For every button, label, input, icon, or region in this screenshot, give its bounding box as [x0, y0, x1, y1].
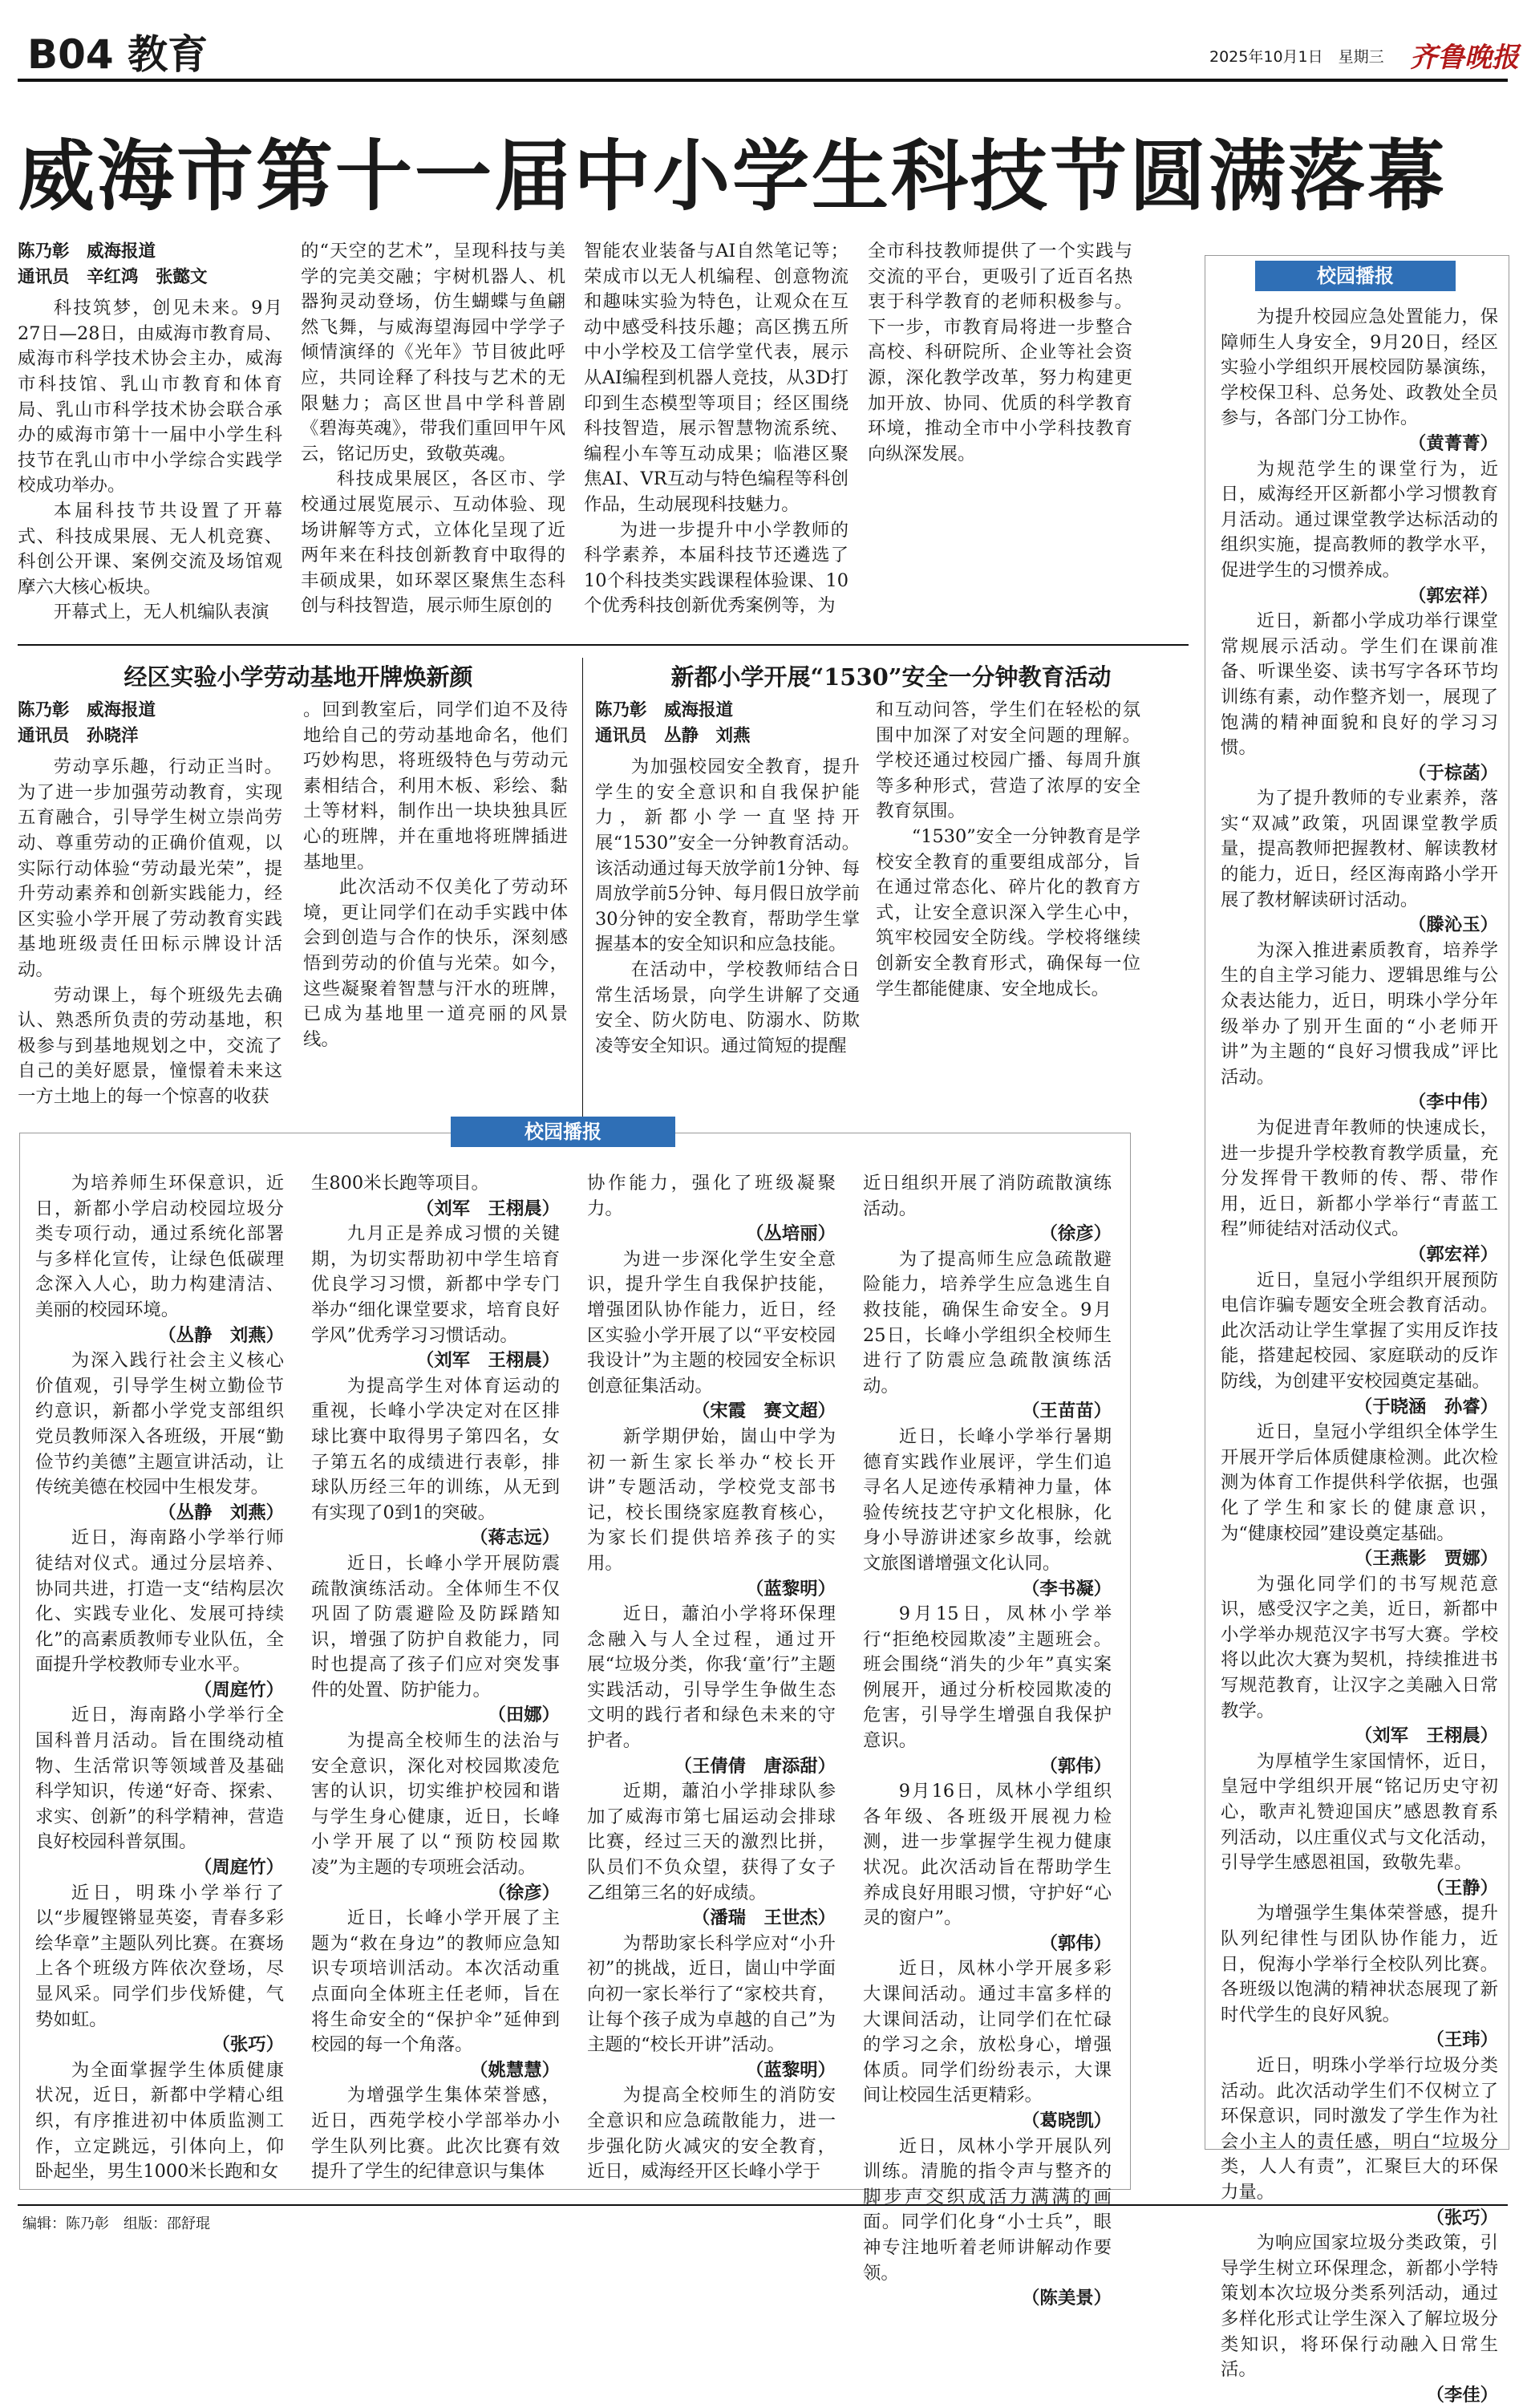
author-signature: （陈美景） — [1022, 2288, 1112, 2309]
paragraph: 近日，凤林小学开展多彩大课间活动。通过丰富多样的大课间活动，让同学们在忙碌的学习之余，放松身心，增强体质。同学们纷纷表示，大课间让校园生活更精彩。 — [863, 1958, 1112, 2106]
paragraph: 为规范学生的课堂行为，近日，威海经开区新都小学习惯教育月活动。通过课堂教学达标活动的组织实施，提高教师的教学水平，促进学生的习惯养成。 — [1221, 458, 1498, 581]
paragraph: 为深入践行社会主义核心价值观，引导学生树立勤俭节约意识，新都小学党支部组织党员教师深入各班级，开展“勤俭节约美德”主题宣讲活动，让传统美德在校园中生根发芽。 — [35, 1350, 284, 1498]
paragraph: “1530”安全一分钟教育是学校安全教育的重要组成部分，旨在通过常态化、碎片化的教育方式，让安全意识深入学生心中，筑牢校园安全防线。学校将继续创新安全教育形式，确保每一位学生都能健康、安全地成长。 — [876, 825, 1140, 999]
author-signature: （丛培丽） — [746, 1223, 836, 1245]
paragraph: 为进一步深化学生安全意识，提升学生自我保护技能，增强团队协作能力，近日，经区实验小学开展了以“平安校园我设计”为主题的校园安全标识创意征集活动。 — [587, 1248, 836, 1397]
paragraph: 为帮助家长科学应对“小升初”的挑战，近日，崮山中学面向初一家长举行了“家校共育，让每个孩子成为卓越的自己”为主题的“校长开讲”活动。 — [587, 1932, 836, 2056]
paragraph: 在活动中，学校教师结合日常生活场景，向学生讲解了交通安全、防火防电、防溺水、防欺凌等安全知识。通过简短的提醒 — [595, 959, 860, 1056]
byline — [595, 698, 860, 748]
header-rule — [18, 79, 1508, 82]
paragraph: 劳动享乐趣，行动正当时。为了进一步加强劳动教育，实现五育融合，引导学生树立崇尚劳动、尊重劳动的正确价值观，以实际行动体验“劳动最光荣”，提升劳动素养和创新实践能力，经区实验小学开展了劳动教育实践基地班级责任田标示牌设计活动。 — [18, 756, 282, 980]
paragraph: 此次活动不仅美化了劳动环境，更让同学们在动手实践中体会到创造与合作的快乐，深刻感悟到劳动的价值与光荣。如今，这些凝聚着智慧与汗水的班牌，已成为基地里一道亮丽的风景线。 — [303, 877, 568, 1050]
paragraph: 科技成果展区，各区市、学校通过展览展示、互动体验、现场讲解等方式，立体化呈现了近两年来在科技创新教育中取得的丰硕成果，如环翠区聚焦生态科创与科技智造，展示师生原创的 — [301, 468, 565, 617]
author-signature: （李佳） — [1426, 2384, 1498, 2406]
paper-name: 齐鲁晚报 — [1410, 42, 1519, 74]
author-signature: （滕沁玉） — [1408, 914, 1498, 936]
paragraph: 智能农业装备与AI自然笔记等；荣成市以无人机编程、创意物流和趣味实验为特色，让观众在互动中感受科技乐趣；高区携五所中小学校及工信学堂代表，展示从AI编程到机器人竞技，从3D打印到生态模型等项目；经区围绕科技智造，展示智慧物流系统、编程小车等互动成果；临港区聚焦AI、VR互动与特色编程等科创作品，生动展现科技魅力。 — [584, 241, 849, 515]
author-signature: （徐彦） — [1039, 1223, 1112, 1245]
paragraph: 近日组织开展了消防疏散演练活动。 — [863, 1173, 1112, 1219]
text-column — [595, 698, 860, 1075]
text-column — [584, 239, 849, 640]
section-label: B04 教育 — [27, 31, 209, 78]
author-signature: （蓝黎明） — [746, 1578, 836, 1599]
paragraph: 为提高全校师生的法治与安全意识，深化对校园欺凌危害的认识，切实维护校园和谐与学生身心健康，近日，长峰小学开展了以“预防校园欺凌”为主题的专项班会活动。 — [311, 1730, 560, 1879]
author-signature: （蓝黎明） — [746, 2059, 836, 2081]
byline — [18, 239, 282, 290]
paragraph: 为响应国家垃圾分类政策，引导学生树立环保理念，新都小学特策划本次垃圾分类系列活动，通过多样化形式让学生深入了解垃圾分类知识，将环保行动融入日常生活。 — [1221, 2232, 1498, 2381]
paragraph: 近日，明珠小学举行了以“步履铿锵显英姿，青春多彩绘华章”主题队列比赛。在赛场上各个班级方阵依次登场，尽显风采。同学们步伐矫健，气势如虹。 — [35, 1882, 284, 2030]
author-signature: （徐彦） — [488, 1882, 560, 1903]
byline-line: 通讯员 辛红鸿 张懿文 — [18, 266, 208, 287]
paragraph: 为强化同学们的书写规范意识，感受汉字之美，近日，新都中小学举办规范汉字书写大赛。学校将以此次大赛为契机，持续推进书写规范教育，让汉字之美融入日常教学。 — [1221, 1573, 1498, 1721]
text-column — [1221, 305, 1498, 2406]
paragraph: 近日，皇冠小学组织开展预防电信诈骗专题安全班会教育活动。此次活动让学生掌握了实用反诈技能，搭建起校园、家庭联动的反诈防线，为创建平安校园奠定基础。 — [1221, 1269, 1498, 1392]
author-signature: （王玮） — [1426, 2029, 1498, 2051]
byline-line: 陈乃彰 威海报道 — [595, 700, 734, 720]
paragraph: 为提升校园应急处置能力，保障师生人身安全，9月20日，经区实验小学组织开展校园防暴演练，学校保卫科、总务处、政教处全员参与，各部门分工协作。 — [1221, 306, 1498, 429]
paragraph: 新学期伊始，崮山中学为初一新生家长举办“校长开讲”专题活动，学校党支部书记，校长围绕家庭教育核心，为家长们提供培养孩子的实用。 — [587, 1425, 836, 1574]
author-signature: （田娜） — [488, 1705, 560, 1726]
paragraph: 为培养师生环保意识，近日，新都小学启动校园垃圾分类专项行动，通过系统化部署与多样化宣传，让绿色低碳理念深入人心，助力构建清洁、美丽的校园环境。 — [35, 1173, 284, 1320]
text-column — [311, 1171, 560, 2183]
paragraph: 为促进青年教师的快速成长，进一步提升学校教育教学质量，充分发挥骨干教师的传、帮、带作用，近日，新都小学举行“青蓝工程”师徒结对活动仪式。 — [1221, 1117, 1498, 1240]
paragraph: 九月正是养成习惯的关键期，为切实帮助初中学生培育优良学习习惯，新都中学专门举办“细化课堂要求，培育良好学风”优秀学习习惯话动。 — [311, 1223, 560, 1346]
author-signature: （王苗苗） — [1022, 1401, 1112, 1422]
paragraph: 生800米长跑等项目。 — [311, 1173, 489, 1194]
paragraph: 近日，长峰小学开展了主题为“救在身边”的教师应急知识专项培训活动。本次活动重点面向全体班主任老师，旨在将生命安全的“保护伞”延伸到校园的每一个角落。 — [311, 1907, 560, 2056]
author-signature: （刘军 王栩晨） — [415, 1198, 560, 1219]
author-signature: （王静） — [1426, 1877, 1498, 1899]
author-signature: （周庭竹） — [194, 1857, 284, 1879]
author-signature: （蒋志远） — [470, 1527, 560, 1549]
paragraph: 近期，蕭泊小学排球队参加了威海市第七届运动会排球比赛，经过三天的激烈比拼，队员们不负众望，获得了女子乙组第三名的好成绩。 — [587, 1781, 836, 1903]
divider — [582, 658, 583, 1119]
paragraph: 近日，明珠小学举行垃圾分类活动。此次活动学生们不仅树立了环保意识，同时激发了学生作为社会小主人的责任感，明白“垃圾分类，人人有责”，汇聚巨大的环保力量。 — [1221, 2054, 1498, 2203]
paragraph: 近日，长峰小学举行暑期德育实践作业展评，学生们追寻名人足迹传承精神力量，体验传统技艺守护文化根脉，化身小导游讲述家乡故事，绘就文旅图谱增强文化认同。 — [863, 1425, 1112, 1574]
article2-title: 经区实验小学劳动基地开牌焕新颜 — [124, 663, 473, 691]
paragraph: 为加强校园安全教育，提升学生的安全意识和自我保护能力，新都小学一直坚持开展“1530”安全一分钟教育活动。该活动通过每天放学前1分钟、每周放学前5分钟、每月假日放学前30分钟的安全教育，帮助学生掌握基本的安全知识和应急技能。 — [595, 756, 860, 955]
author-signature: （张巧） — [1426, 2207, 1498, 2228]
author-signature: （周庭竹） — [194, 1679, 284, 1701]
author-signature: （丛静 刘燕） — [158, 1502, 284, 1523]
text-column — [876, 698, 1140, 1075]
paragraph: 为增强学生集体荣誉感，近日，西苑学校小学部举办小学生队列比赛。此次比赛有效提升了学生的纪律意识与集体 — [311, 2085, 560, 2183]
paragraph: 全市科技教师提供了一个实践与交流的平台，更吸引了近百名热衷于科学教育的老师积极参与。下一步，市教育局将进一步整合高校、科研院所、企业等社会资源，深化教学改革，努力构建更加开放、协同、优质的科学教育环境，推动全市中小学科技教育向纵深发展。 — [868, 241, 1132, 464]
byline — [18, 698, 282, 748]
author-signature: （李书凝） — [1022, 1578, 1112, 1599]
byline-line: 陈乃彰 威海报道 — [18, 241, 156, 261]
paragraph: 和互动问答，学生们在轻松的氛围中加深了对安全问题的理解。学校还通过校园广播、每周升旗等多种形式，营造了浓厚的安全教育氛围。 — [876, 699, 1140, 822]
footer-credits: 编辑：陈乃彰 组版：邵舒琨 — [22, 2215, 210, 2232]
author-signature: （黄菁菁） — [1408, 432, 1498, 454]
paragraph: 协作能力，强化了班级凝聚力。 — [587, 1173, 836, 1219]
paragraph: 9月16日，凤林小学组织各年级、各班级开展视力检测，进一步掌握学生视力健康状况。此次活动旨在帮助学生养成良好用眼习惯，守护好“心灵的窗户”。 — [863, 1781, 1112, 1929]
author-signature: （丛静 刘燕） — [158, 1324, 284, 1346]
author-signature: （王倩倩 唐添甜） — [674, 1755, 836, 1777]
issue-date: 2025年10月1日 星期三 — [1209, 48, 1384, 66]
divider — [18, 644, 1189, 646]
author-signature: （刘军 王栩晨） — [1354, 1725, 1498, 1747]
paragraph: 为增强学生集体荣誉感，提升队列纪律性与团队协作能力，近日，倪海小学举行全校队列比赛。各班级以饱满的精神状态展现了新时代学生的良好风貌。 — [1221, 1903, 1498, 2025]
paragraph: 为全面掌握学生体质健康状况，近日，新都中学精心组织，有序推进初中体质监测工作，立定跳远，引体向上，仰卧起坐，男生1000米长跑和女 — [35, 2059, 284, 2183]
paragraph: 近日，凤林小学开展队列训练。清脆的指令声与整齐的脚步声交织成活力满满的画面。同学们化身“小士兵”，眼神专注地听着老师讲解动作要领。 — [863, 2135, 1112, 2284]
paragraph: 为了提高师生应急疏散避险能力，培养学生应急逃生自救技能，确保生命安全。9月25日，长峰小学组织全校师生进行了防震应急疏散演练活动。 — [863, 1248, 1112, 1397]
text-column — [18, 239, 282, 640]
author-signature: （王燕影 贾娜） — [1354, 1548, 1498, 1570]
paragraph: 近日，皇冠小学组织全体学生开展开学后体质健康检测。此次检测为体育工作提供科学依据，也强化了学生和家长的健康意识，为“健康校园”建设奠定基础。 — [1221, 1421, 1498, 1544]
author-signature: （张巧） — [212, 2034, 284, 2056]
text-column — [303, 698, 568, 1119]
paragraph: 。回到教室后，同学们迫不及待地给自己的劳动基地命名，他们巧妙构思，将班级特色与劳动元素相结合，利用木板、彩绘、黏土等材料，制作出一块块独具匠心的班牌，并在重地将班牌插进基地里。 — [303, 699, 568, 873]
author-signature: （李中伟） — [1408, 1092, 1498, 1113]
text-column — [301, 239, 565, 640]
text-column — [587, 1171, 836, 2183]
paragraph: 近日，海南路小学举行全国科普月活动。旨在围绕动植物、生活常识等领域普及基础科学知识，传递“好奇、探索、求实、创新”的科学精神，营造良好校园科普氛围。 — [35, 1705, 284, 1853]
paragraph: 劳动课上，每个班级先去确认、熟悉所负责的劳动基地，积极参与到基地规划之中，交流了自己的美好愿景，憧憬着未来这一方土地上的每一个惊喜的收获 — [18, 984, 282, 1107]
author-signature: （宋霞 赛文超） — [691, 1401, 836, 1422]
headline: 威海市第十一届中小学生科技节圆满落幕 — [18, 131, 1447, 221]
paragraph: 近日，蕭泊小学将环保理念融入与人全过程，通过开展“垃圾分类，你我‘童’行”主题实践活动，引导学生争做生态文明的践行者和绿色未来的守护者。 — [587, 1603, 836, 1752]
byline-line: 陈乃彰 威海报道 — [18, 700, 156, 720]
paragraph: 科技筑梦，创见未来。9月27日—28日，由威海市教育局、威海市科学技术协会主办，威海市科技馆、乳山市教育和体育局、乳山市科学技术协会联合承办的威海市第十一届中小学生科技节在乳山市中小学综合实践学校成功举办。 — [18, 298, 282, 497]
paragraph: 近日，长峰小学开展防震疏散演练活动。全体师生不仅巩固了防震避险及防踩踏知识，增强了防护自救能力，同时也提高了孩子们应对突发事件的处置、防护能力。 — [311, 1552, 560, 1701]
paragraph: 本届科技节共设置了开幕式、科技成果展、无人机竞赛、科创公开课、案例交流及场馆观摩六大核心板块。 — [18, 500, 282, 598]
author-signature: （郭宏祥） — [1408, 1243, 1498, 1265]
author-signature: （于晓涵 孙睿） — [1354, 1396, 1498, 1417]
author-signature: （潘瑞 王世杰） — [691, 1907, 836, 1929]
paragraph: 为厚植学生家国情怀，近日，皇冠中学组织开展“铭记历史守初心，歌声礼赞迎国庆”感恩教育系列活动，以庄重仪式与文化活动，引导学生感恩祖国，致敬先辈。 — [1221, 1750, 1498, 1874]
author-signature: （刘军 王栩晨） — [415, 1350, 560, 1372]
byline-line: 通讯员 丛静 刘燕 — [595, 725, 751, 746]
text-column — [35, 1171, 284, 2183]
paragraph: 近日，海南路小学举行师徒结对仪式。通过分层培养、协同共进，打造一支“结构层次化、实践专业化、发展可持续化”的高素质教师专业队伍，全面提升学校教师专业水平。 — [35, 1527, 284, 1676]
paragraph: 的“天空的艺术”，呈现科技与美学的完美交融；宇树机器人、机器狗灵动登场，仿生蝴蝶与鱼翩然飞舞，与威海望海园中学学子倾情演绎的《光年》节目彼此呼应，共同诠释了科技与艺术的无限魅力；高区世昌中学科普剧《碧海英魂》，带我们重回甲午风云，铭记历史，致敬英魂。 — [301, 241, 565, 464]
paragraph: 为提高学生对体育运动的重视，长峰小学决定对在区排球比赛中取得男子第四名，女子第五名的成绩进行表彰，排球队历经三年的训练，从无到有实现了0到1的突破。 — [311, 1375, 560, 1523]
paragraph: 近日，新都小学成功举行课堂常规展示活动。学生们在课前准备、听课坐姿、读书写字各环节均训练有素，动作整齐划一，展现了饱满的精神面貌和良好的学习习惯。 — [1221, 610, 1498, 759]
author-signature: （姚慧慧） — [470, 2059, 560, 2081]
paragraph: 为深入推进素质教育，培养学生的自主学习能力、逻辑思维与公众表达能力，近日，明珠小学分年级举办了别开生面的“小老师开讲”为主题的“良好习惯我成”评比活动。 — [1221, 939, 1498, 1088]
text-column — [863, 1171, 1112, 2309]
paragraph: 开幕式上，无人机编队表演 — [53, 602, 269, 623]
sidebar-banner: 校园播报 — [1255, 261, 1456, 291]
author-signature: （葛晓凯） — [1022, 2110, 1112, 2131]
author-signature: （郭伟） — [1039, 1932, 1112, 1954]
author-signature: （于棕菡） — [1408, 762, 1498, 784]
paragraph: 为进一步提升中小学教师的科学素养，本届科技节还遴选了10个科技类实践课程体验课、10个优秀科技创新优秀案例等，为 — [584, 519, 849, 617]
byline-line: 通讯员 孙晓洋 — [18, 725, 139, 746]
paragraph: 为了提升教师的专业素养，落实“双减”政策，巩固课堂教学质量，提高教师把握教材、解读教材的能力，近日，经区海南路小学开展了教材解读研讨活动。 — [1221, 788, 1498, 910]
paragraph: 为提高全校师生的消防安全意识和应急疏散能力，进一步强化防火减灾的安全教育，近日，威海经开区长峰小学于 — [587, 2085, 836, 2183]
text-column — [18, 698, 282, 1119]
text-column — [868, 239, 1132, 640]
paragraph: 9月15日，凤林小学举行“拒绝校园欺凌”主题班会。班会围绕“消失的少年”真实案例展开，通过分析校园欺凌的危害，引导学生增强自我保护意识。 — [863, 1603, 1112, 1752]
article3-title: 新都小学开展“1530”安全一分钟教育活动 — [670, 663, 1112, 691]
bottom-banner: 校园播报 — [451, 1117, 675, 1147]
author-signature: （郭宏祥） — [1408, 585, 1498, 606]
author-signature: （郭伟） — [1039, 1755, 1112, 1777]
